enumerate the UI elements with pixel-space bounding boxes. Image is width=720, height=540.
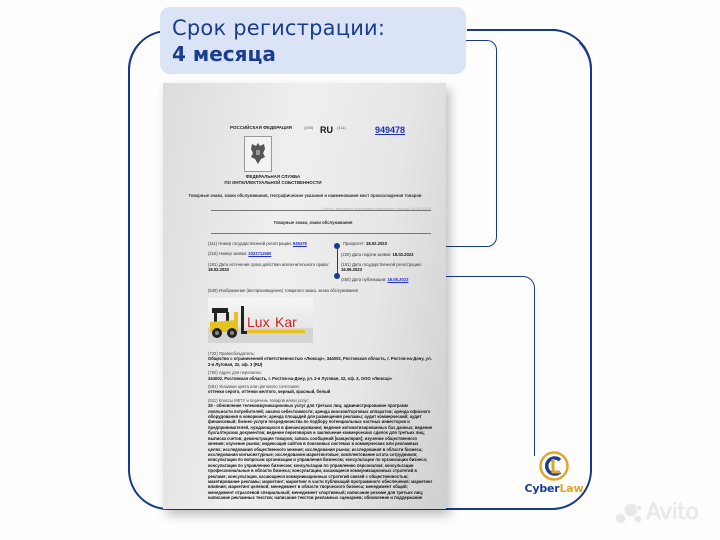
svg-text:Lux: Lux <box>247 314 270 330</box>
connector-vertical <box>337 246 338 276</box>
classes-section: (511) Классы МКТУ и перечень товаров и/или услуг: 35 - обновление телекоммуникационных услуг для третьих лиц; администрирование программ лояльности потребителей; анализ себестоимости; аренда киосков/торговых аппаратов; аренда офисного оборудования в коворкинге; аренда площадей для размещения рекламы; аудит коммерческий; аудит финансовый; бизнес-услуги посредничества по подбору потенциальных частных инвесторов и предпринимателей, нуждающихся в финансировании; ведение автоматизированных баз данных; ведение бухгалтерских документов; ведение переговоров и заключение коммерческих сделок для третьих лиц; выписка счетов; демонстрация товаров; запись сообщений [канцелярия]; изучение общественного мнения; изучение рынка; индексация сайтов в поисковых системах в коммерческих или рекламных целях; исследования общественного мнения; исследования рынка; исследования в области бизнеса; исследования конъюнктурные; исследования маркетинговые; комплектование штата сотрудников; консультации по вопросам организации и управления бизнесом; консультации по организации бизнеса; консультации по управлению бизнесом; консультации по управлению персоналом; консультации профессиональные в области бизнеса; консультации, касающиеся коммуникационных стратегий в рекламе; консультации, касающиеся коммуникационных стратегий связей с общественностью; макетирование рекламы; маркетинг; маркетинг в части публикаций программного обеспечения; маркетинг влияния; маркетинг целевой; менеджмент в области творческого бизнеса; менеджмент общий; менеджмент отраслевой специальный; менеджмент спортивный; написание резюме для третьих лиц; написание рекламных текстов; написание текстов рекламных сценариев; обновление и поддержание <box>208 397 433 501</box>
doc-agency: ФЕДЕРАЛЬНАЯ СЛУЖБА ПО ИНТЕЛЛЕКТУАЛЬНОЙ СОБСТВЕННОСТИ <box>224 174 322 185</box>
field-111: (111) Номер государственной регистрации: 949478 <box>208 241 307 246</box>
connector-dot-registration <box>334 273 340 279</box>
coat-of-arms-icon <box>244 136 272 172</box>
doc-code-111: (111) <box>337 125 346 130</box>
address-section: (750) Адрес для переписки: 344002, Ростовская область, г. Ростов-на-Дону, ул. 2-я Луговая, 32, оф. 3, ООО «Люксар» <box>208 370 393 381</box>
trademark-certificate-document <box>163 83 446 509</box>
doc-country-code: RU <box>320 125 333 135</box>
frame-top-right-line <box>467 29 557 31</box>
connector-line-registration <box>445 276 535 456</box>
connector-dot-priority <box>334 243 340 249</box>
field-151: (151) Дата государственной регистрации: 16.06.2023 <box>341 262 422 273</box>
field-priority: Приоритет: 18.02.2023 <box>343 241 387 246</box>
doc-registration-number[interactable]: 949478 <box>375 125 406 135</box>
colors-section: (591) Указание цвета или цветового сочетания: оттенки серого, оттенки желтого, черный, красный, белый <box>208 384 331 395</box>
frame-corner-top-right <box>550 29 592 71</box>
badge-title: Срок регистрации: <box>172 16 386 40</box>
trademark-image <box>208 298 313 343</box>
cyberlaw-emblem-icon <box>539 451 569 481</box>
divider <box>211 233 431 234</box>
divider <box>211 210 431 211</box>
field-210: (210) Номер заявки: 2023711590 <box>208 251 272 256</box>
avito-dots-icon <box>615 501 643 525</box>
badge-value: 4 месяца <box>172 42 276 66</box>
doc-code-190: (190) <box>304 125 314 130</box>
cyberlaw-logo <box>520 451 588 495</box>
avito-text: Avito <box>646 500 699 525</box>
field-220: (220) Дата подачи заявки: 18.02.2023 <box>341 252 414 257</box>
doc-status: Статус: действует (последнее изменение статуса: 16.06.2023) <box>321 207 431 211</box>
doc-section-title: Товарные знаки, знаки обслуживания <box>273 220 353 225</box>
doc-country: РОССИЙСКАЯ ФЕДЕРАЦИЯ <box>230 125 292 130</box>
field-540: (540) Изображение (воспроизведение) товарного знака, знака обслуживания <box>208 288 359 293</box>
holder-section: (732) Правообладатель: Общество с ограниченной ответственностью «Люксар», 344002, Ростовская область, г. Ростов-на-Дону, ул. 2-я Луговая, 32, оф. 3 (RU) <box>208 351 432 367</box>
doc-registry-title: Товарные знаки, знаки обслуживания, географические указания и наименования мест происхождения товаров <box>188 193 422 198</box>
cyberlaw-name: CyberLaw <box>524 482 584 495</box>
field-181: (181) Дата истечения срока действия исключительного права: 18.02.2033 <box>208 262 329 273</box>
svg-text:Kar: Kar <box>275 314 297 330</box>
avito-watermark <box>615 500 698 525</box>
registration-term-badge <box>160 7 466 74</box>
forklift-icon <box>208 298 313 343</box>
doc-body <box>208 351 433 504</box>
field-450: (450) Дата публикации: 16.06.2023 <box>341 277 409 282</box>
